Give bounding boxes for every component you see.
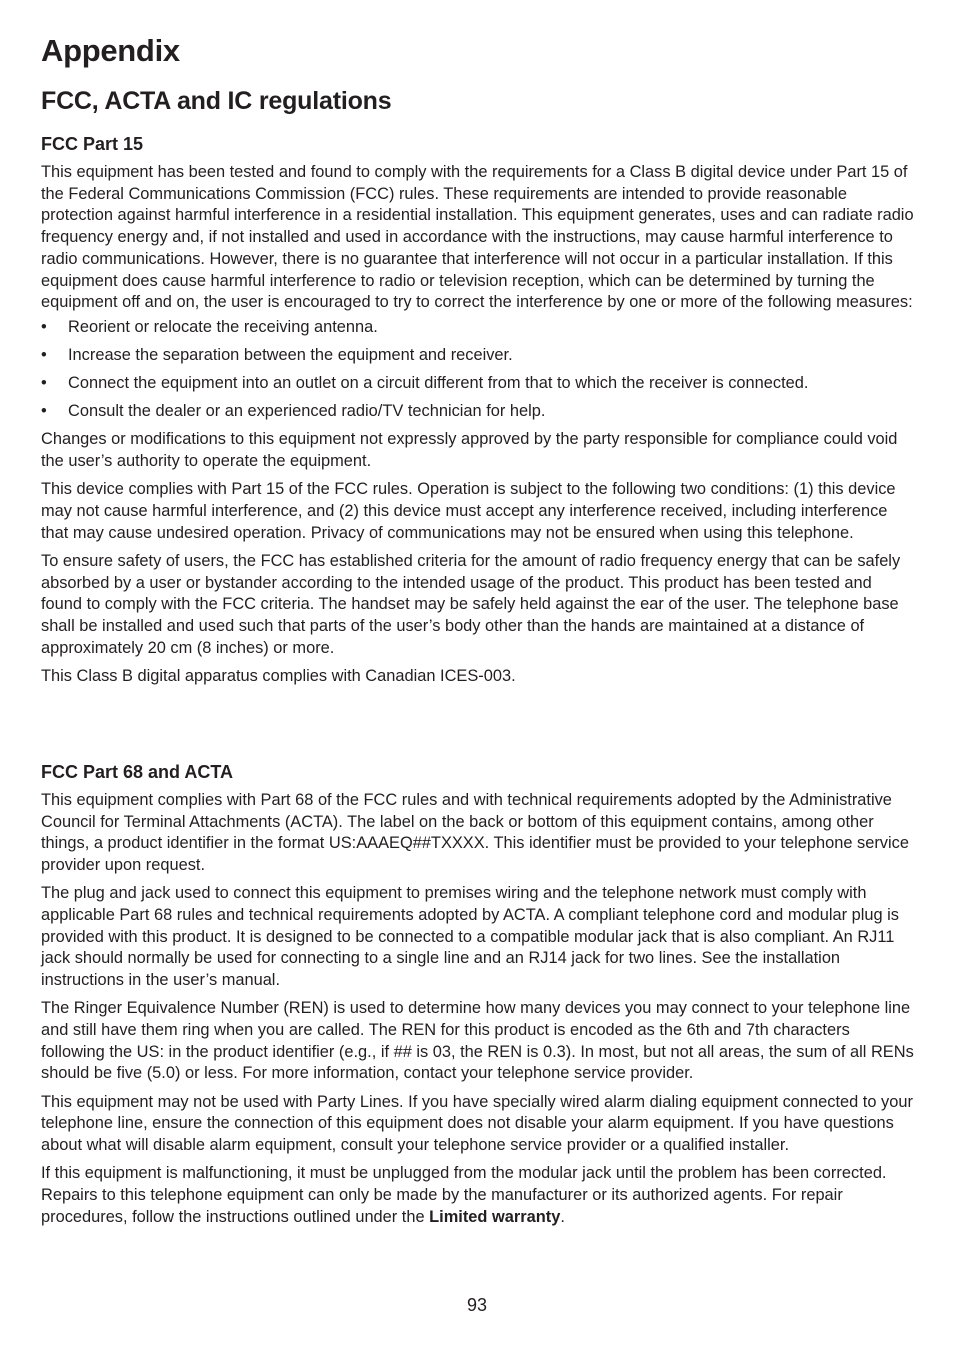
bullet-icon: • [41,346,47,365]
interference-measures-list [41,317,915,423]
list-item [41,345,915,367]
fcc-part-68-heading: FCC Part 68 and ACTA [41,762,234,782]
part-68-intro-paragraph: This equipment complies with Part 68 of the FCC rules and with technical requirements adopted by the Administrative Council for Terminal Attachments (ACTA). The label on the back or bottom of this equipment contains, among other things, a product identifier in the format US:AAAEQ##TXXXX. This identifier must be provided to your telephone service provider upon request. [41,791,909,875]
fcc-part-15-section [41,134,915,688]
list-item [41,373,915,395]
page-title: Appendix [41,33,180,68]
list-item [41,317,915,339]
list-item-text: Reorient or relocate the receiving antenna. [68,317,378,336]
list-item-text: Consult the dealer or an experienced radio/TV technician for help. [68,402,546,421]
fcc-part-15-heading: FCC Part 15 [41,134,144,154]
bullet-icon: • [41,374,47,393]
ren-paragraph: The Ringer Equivalence Number (REN) is used to determine how many devices you may connect to your telephone line and still have them ring when you are called. The REN for this product is encoded as the 6th and 7th characters following the US: in the product identifier (e.g., if ## is 03, the REN is 0.3). In most, but not all areas, the sum of all RENs should be five (5.0) or less. For more information, contact your telephone service provider. [41,999,914,1083]
safety-paragraph: To ensure safety of users, the FCC has established criteria for the amount of radio frequency energy that can be safely absorbed by a user or bystander according to the intended usage of the product. This product has been tested and found to comply with the FCC criteria. The handset may be safely held against the ear of the user. The telephone base shall be installed and used such that parts of the user’s body other than the hands are maintained at a distance of approximately 20 cm (8 inches) or more. [41,551,901,657]
list-item-text: Connect the equipment into an outlet on a circuit different from that to which the receiver is connected. [68,374,809,393]
malfunction-paragraph [41,1163,915,1228]
plug-jack-paragraph: The plug and jack used to connect this equipment to premises wiring and the telephone network must comply with applicable Part 68 rules and technical requirements adopted by ACTA. A compliant telephone cord and modular plug is provided with this product. It is designed to be connected to a compatible modular jack that is also compliant. An RJ11 jack should normally be used for connecting to a single line and an RJ14 jack for two lines. See the installation instructions in the user’s manual. [41,884,899,990]
canada-paragraph: This Class B digital apparatus complies with Canadian ICES-003. [41,666,516,685]
section-title: FCC, ACTA and IC regulations [41,87,392,115]
bullet-icon: • [41,402,47,421]
malfunction-text-end: . [560,1207,565,1226]
party-lines-paragraph: This equipment may not be used with Party Lines. If you have specially wired alarm dialing equipment connected to your telephone line, ensure the connection of this equipment does not disable your alarm equipment. If you have questions about what will disable alarm equipment, consult your telephone service provider or a qualified installer. [41,1092,913,1155]
list-item [41,401,915,423]
fcc-part-15-intro: This equipment has been tested and found to comply with the requirements for a Class B digital device under Part 15 of the Federal Communications Commission (FCC) rules. These requirements are intended to provide reasonable protection against harmful interference in a residential installation. This equipment generates, uses and can radiate radio frequency energy and, if not installed and used in accordance with the instructions, may cause harmful interference to radio communications. However, there is no guarantee that interference will not occur in a particular installation. If this equipment does cause harmful interference to radio or television reception, which can be determined by turning the equipment off and on, the user is encouraged to try to correct the interference by one or more of the following measures: [41,163,914,312]
changes-paragraph: Changes or modifications to this equipment not expressly approved by the party responsible for compliance could void the user’s authority to operate the equipment. [41,430,898,470]
limited-warranty-reference: Limited warranty [429,1207,561,1226]
fcc-part-68-section [41,762,915,1228]
page-number: 93 [466,1295,488,1315]
complies-paragraph: This device complies with Part 15 of the FCC rules. Operation is subject to the following two conditions: (1) this device may not cause harmful interference, and (2) this device must accept any interference received, including interference that may cause undesired operation. Privacy of communications may not be ensured when using this telephone. [41,480,896,542]
bullet-icon: • [41,317,47,336]
list-item-text: Increase the separation between the equipment and receiver. [68,346,513,365]
malfunction-text: If this equipment is malfunctioning, it must be unplugged from the modular jack until the problem has been corrected. Repairs to this telephone equipment can only be made by the manufacturer or its authorized agents. For repair procedures, follow the instructions outlined under the [41,1164,887,1226]
